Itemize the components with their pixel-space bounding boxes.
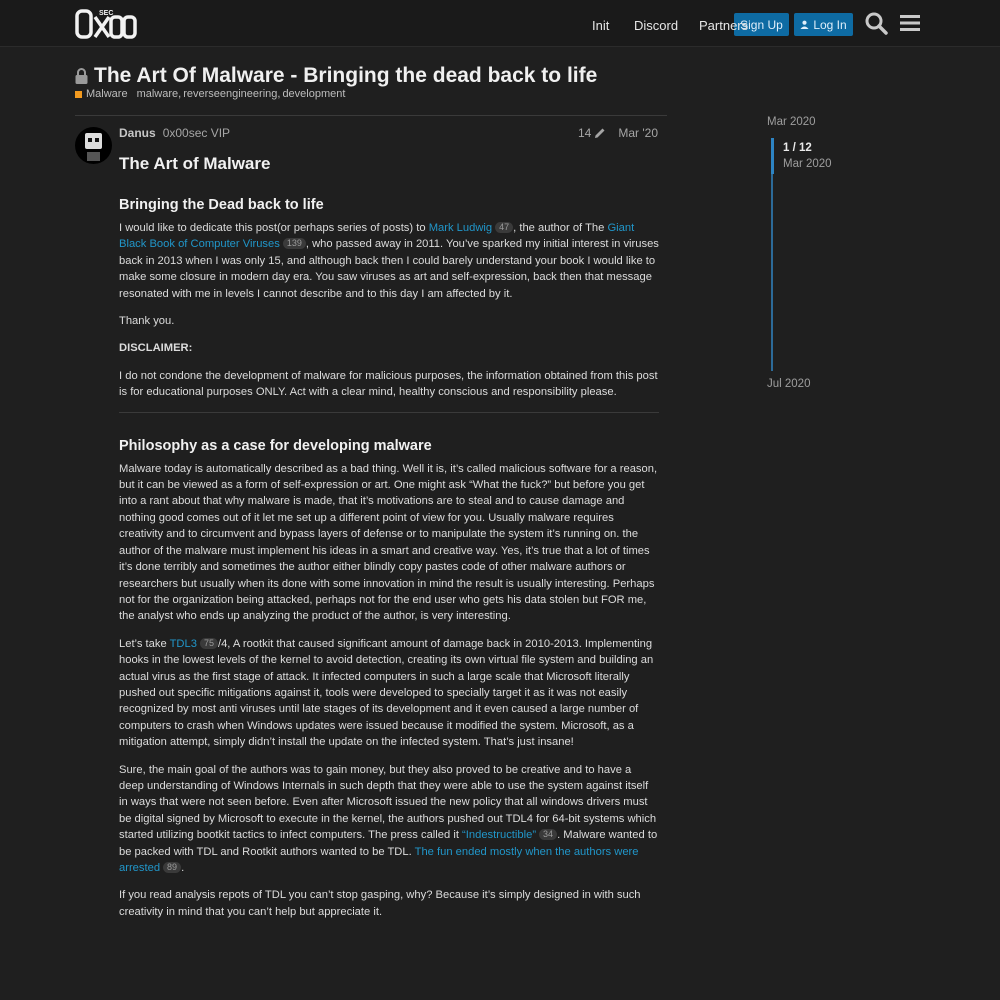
lock-icon	[75, 67, 88, 85]
sign-up-label: Sign Up	[740, 17, 783, 32]
site-header	[0, 0, 1000, 47]
disclaimer-label: DISCLAIMER:	[119, 342, 193, 355]
topic-title-row	[75, 64, 597, 88]
timeline-start-date[interactable]: Mar 2020	[767, 116, 816, 128]
menu-icon[interactable]	[898, 11, 922, 35]
author-title: 0x00sec VIP	[162, 126, 231, 140]
avatar[interactable]	[75, 127, 112, 164]
topic-category-tags	[75, 88, 347, 100]
post-heading: The Art of Malware	[119, 154, 271, 173]
text: , who passed away in 2011. You’ve sparked my initial interest in viruses back in 2013 when I was only 15, and although back then I could barely understand your book I would like to make some closure in modern day era. You saw viruses as art and self-expression, back then that message resonated with me in levels I cannot describe and to this day I am affected by it.	[119, 238, 659, 300]
disclaimer-paragraph: I do not condone the development of malware for malicious purposes, the information obtained from this post is for educational purposes ONLY. Act with a clear mind, healthy conscious and responsibility please.	[119, 369, 658, 399]
user-icon	[800, 20, 809, 29]
philosophy-paragraph: Malware today is automatically described as a bad thing. Well it is, it’s called malicious software for a reason, but it can be viewed as a form of self-expression or art. One might ask “What the fuck?” but before you get into a rant about that why malware is made, that it’s motivations are to steal and to cause damage and nothing good comes out of it let me set up a different point of view for you. Usually malware requires creativity and to circumvent and bypass layers of defense or to manipulate the system it’s running on. the author of the malware must implement his ideas in a smart and creative way. Yes, it’s true that a lot of times it’s done terribly and sometimes the author either blindly copy pastes code of other malware authors or researchers but usually when its done with some innovation in mind the result is usually interesting. Perhaps not for the organization being attacked, perhaps not for the end user who gets his data stolen but FOR me, the analyst who ends up analyzing the product of the author, is very interesting.	[119, 462, 658, 623]
category-color-swatch	[75, 91, 82, 98]
svg-text:SEC: SEC	[99, 10, 114, 17]
text: . Malware wanted to be packed with TDL and Rootkit authors wanted to be TDL.	[119, 829, 658, 858]
tag-development[interactable]: development	[282, 88, 346, 100]
post-author	[119, 126, 230, 140]
click-count-badge: 34	[539, 829, 557, 840]
link-tdl3[interactable]: TDL3	[169, 637, 197, 650]
log-in-label: Log In	[813, 17, 847, 32]
edit-count[interactable]: 14	[578, 126, 592, 140]
text: .	[181, 862, 185, 874]
click-count-badge: 75	[200, 638, 218, 649]
section-divider	[119, 412, 659, 413]
click-count-badge: 139	[283, 238, 306, 249]
post-meta	[578, 126, 658, 140]
search-icon[interactable]	[864, 11, 888, 35]
text: Let’s take	[119, 637, 170, 650]
timeline-handle[interactable]	[771, 138, 774, 174]
analysis-paragraph: If you read analysis repots of TDL you can’t stop gasping, why? Because it’s simply designed in with such creativity in mind that you can’t help but appreciate it.	[119, 889, 641, 918]
thanks-paragraph: Thank you.	[119, 315, 175, 328]
site-logo[interactable]	[75, 7, 137, 40]
nav-init[interactable]: Init	[592, 18, 610, 33]
post-date[interactable]: Mar '20	[618, 126, 658, 140]
link-indestructible[interactable]: “Indestructible”	[462, 829, 537, 842]
link-authors-arrested[interactable]: The fun ended mostly when the authors were arrested	[119, 845, 639, 874]
section-heading-dedication: Bringing the Dead back to life	[119, 197, 324, 213]
text: I would like to dedicate this post(or perhaps series of posts) to	[119, 222, 429, 234]
link-mark-ludwig[interactable]: Mark Ludwig	[428, 222, 493, 234]
text: Sure, the main goal of the authors was to gain money, but they also proved to be creative and to have a deep understanding of Windows Internals in such depth that they were able to use the system against itself in ways that were not seen before. Even after Microsoft issued the new policy that all windows drivers must be digital signed by Microsoft to execute in the kernel, the authors pushed out TDL4 for 64-bit systems which started utilizing bootkit tactics to infect computers. The press called it	[119, 763, 657, 842]
link-giant-black-book[interactable]: Giant Black Book of Computer Viruses	[119, 222, 635, 251]
dedication-paragraph	[119, 220, 659, 302]
timeline-end-date[interactable]: Jul 2020	[767, 378, 811, 390]
click-count-badge: 89	[163, 862, 181, 873]
pencil-icon[interactable]	[594, 127, 606, 139]
text: , the author of The	[513, 222, 608, 234]
timeline-current-date: Mar 2020	[783, 158, 832, 170]
topic-title[interactable]: The Art Of Malware - Bringing the dead back to life	[94, 64, 598, 87]
text: /4, A rootkit that caused significant amount of damage back in 2010-2013. Implementing hooks in the lowest levels of the kernel to avoid detection, creating its own virtual file system and building an actual virus as the first stage of attack. It infected computers in such a large scale that Microsoft literally pushed out specific mitigations against it, tools were developed to specially target it as it was not easily recognized by most anti viruses until late stages of its development and it even caused a large number of computers to crash when Windows updates were issued because it modified the system. Microsoft, as a mitigation attempt, simply didn’t install the update on the infected system. That’s just insane!	[119, 637, 654, 749]
tag-malware[interactable]: malware,	[136, 88, 182, 100]
nav-discord[interactable]: Discord	[634, 18, 679, 33]
click-count-badge: 47	[495, 222, 513, 233]
category-link[interactable]: Malware	[86, 88, 128, 100]
log-in-button[interactable]	[794, 13, 853, 36]
section-heading-philosophy: Philosophy as a case for developing malware	[119, 437, 432, 454]
tdl3-paragraph	[119, 636, 659, 751]
post-body	[119, 152, 659, 931]
timeline-post-count: 1 / 12	[783, 142, 812, 154]
tag-reverseengineering[interactable]: reverseengineering,	[183, 88, 281, 100]
tdl4-paragraph	[119, 762, 659, 877]
divider	[75, 115, 667, 116]
nav-partners[interactable]: Partners	[699, 18, 749, 33]
author-name[interactable]: Danus	[119, 126, 156, 140]
